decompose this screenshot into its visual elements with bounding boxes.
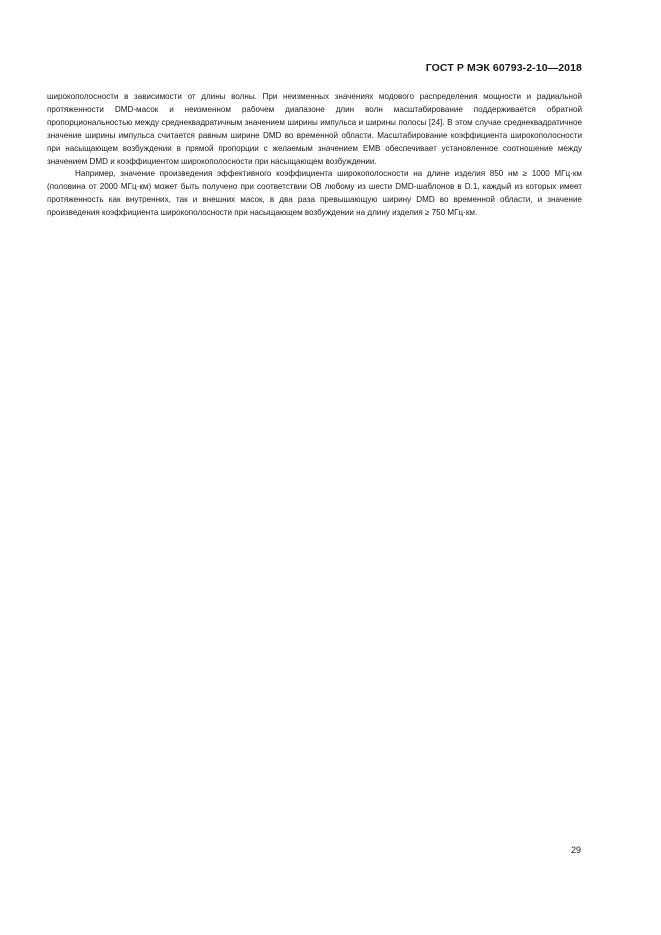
document-body [47, 91, 582, 220]
paragraph-example: Например, значение произведения эффективного коэффициента широкополосности на длине изделия 850 нм ≥ 1000 МГц·км (половина от 2000 МГц·км) может быть получено при соответствии ОВ любому из шести DMD-шаблонов в D.1, каждый из которых имеет протяженность как внутренних, так и внешних масок, в два раза превышающую ширину DMD во временной области, и значение произведения коэффициента широкополосности при насыщающем возбуждении на длину изделия ≥ 750 МГц·км. [47, 169, 582, 218]
document-header-standard-id: ГОСТ Р МЭК 60793-2-10—2018 [425, 62, 582, 74]
page-number: 29 [570, 845, 581, 855]
paragraph-continuation: широкополосности в зависимости от длины волны. При неизменных значениях модового распределения мощности и радиальной протяженности DMD-масок и неизменном рабочем диапазоне длин волн масштабирование поддерживается обратной пропорциональностью между среднеквадратичным значением ширины импульса и ширины полосы [24]. В этом случае среднеквадратичное значение ширины импульса считается равным ширине DMD во временной области. Масштабирование коэффициента широкополосности при насыщающем возбуждении в прямой пропорции с желаемым значением EMB обеспечивает установленное соотношение между значением DMD и коэффициентом широкополосности при насыщающем возбуждении. [47, 92, 582, 166]
